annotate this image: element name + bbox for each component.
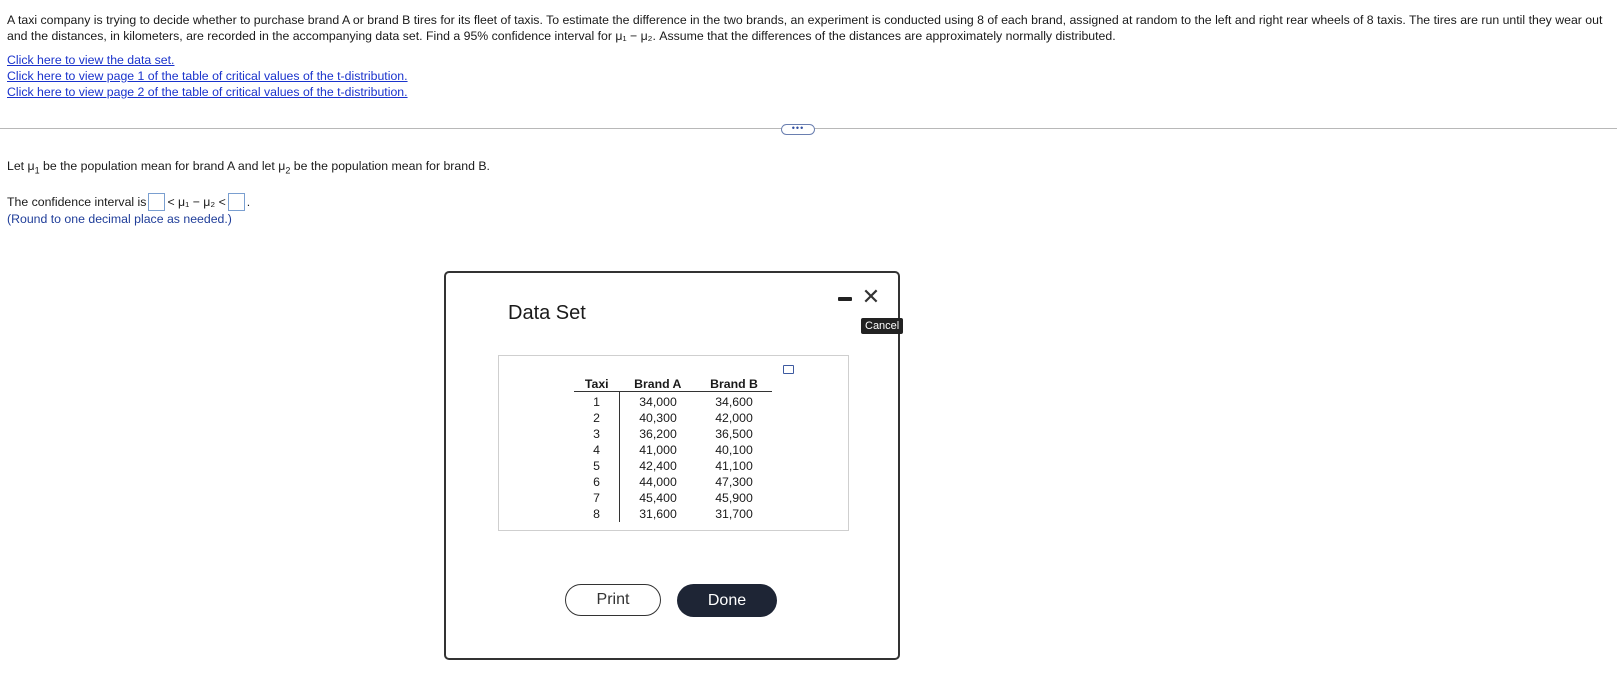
t-table-page-1-link[interactable]: Click here to view page 1 of the table of critical values of the t-distribution. (7, 69, 408, 83)
ci-suffix: . (246, 195, 251, 209)
let-text-c: be the population mean for brand B. (290, 159, 490, 173)
taxi-cell: 6 (574, 474, 620, 490)
table-row (574, 410, 772, 426)
ci-middle: < μ₁ − μ₂ < (167, 195, 226, 209)
done-button[interactable]: Done (677, 584, 777, 617)
rounding-note: (Round to one decimal place as needed.) (7, 212, 232, 226)
problem-statement: A taxi company is trying to decide whether to purchase brand A or brand B tires for its fleet of taxis. To estimate the difference in the two brands, an experiment is conducted using 8 of each brand, assigned at random to the left and right rear wheels of 8 taxis. The tires are run until they wear out and the distances, in kilometers, are recorded in the accompanying data set. Find a 95% confidence interval for μ₁ − μ₂. Assume that the differences of the distances are approximately normally distributed. (7, 13, 1603, 43)
column-header-taxi: Taxi (574, 377, 620, 392)
let-text-b: be the population mean for brand A and let μ (39, 159, 286, 173)
brand-b-cell: 42,000 (715, 411, 753, 425)
confidence-interval-line (7, 193, 250, 211)
subscript-1: 1 (34, 165, 40, 176)
print-button[interactable]: Print (565, 584, 661, 616)
data-table (574, 377, 772, 522)
table-row (574, 426, 772, 442)
brand-b-cell: 31,700 (715, 507, 753, 521)
dialog-title: Data Set (508, 302, 586, 324)
view-data-set-link[interactable]: Click here to view the data set. (7, 53, 175, 67)
taxi-cell: 7 (574, 490, 620, 506)
minimize-icon[interactable] (838, 297, 852, 301)
brand-a-cell: 36,200 (639, 427, 677, 441)
ci-prefix: The confidence interval is (7, 195, 147, 209)
brand-b-cell: 41,100 (715, 459, 753, 473)
column-header-brand-b: Brand B (696, 377, 772, 392)
t-table-page-2-link[interactable]: Click here to view page 2 of the table of critical values of the t-distribution. (7, 85, 408, 99)
upper-bound-input[interactable] (228, 193, 245, 211)
resource-links (7, 52, 408, 100)
column-header-brand-a: Brand A (620, 377, 697, 392)
taxi-cell: 2 (574, 410, 620, 426)
brand-a-cell: 44,000 (639, 475, 677, 489)
brand-b-cell: 47,300 (715, 475, 753, 489)
table-row (574, 442, 772, 458)
popout-icon[interactable] (783, 365, 794, 374)
brand-a-cell: 34,000 (639, 395, 677, 409)
taxi-cell: 5 (574, 458, 620, 474)
brand-a-cell: 42,400 (639, 459, 677, 473)
brand-a-cell: 31,600 (639, 507, 677, 521)
table-row (574, 474, 772, 490)
taxi-cell: 1 (574, 392, 620, 411)
table-row (574, 458, 772, 474)
taxi-cell: 4 (574, 442, 620, 458)
data-table-container (498, 355, 849, 531)
brand-b-cell: 40,100 (715, 443, 753, 457)
brand-a-cell: 45,400 (639, 491, 677, 505)
taxi-cell: 3 (574, 426, 620, 442)
data-set-dialog (444, 271, 900, 660)
brand-b-cell: 36,500 (715, 427, 753, 441)
brand-a-cell: 41,000 (639, 443, 677, 457)
subscript-2: 2 (285, 165, 291, 176)
table-row (574, 392, 772, 411)
table-row (574, 490, 772, 506)
cancel-tooltip: Cancel (861, 318, 903, 334)
lower-bound-input[interactable] (148, 193, 165, 211)
brand-b-cell: 45,900 (715, 491, 753, 505)
table-row (574, 506, 772, 522)
let-text-a: Let μ (7, 159, 35, 173)
taxi-cell: 8 (574, 506, 620, 522)
brand-b-cell: 34,600 (715, 395, 753, 409)
close-icon[interactable]: ✕ (861, 284, 881, 309)
more-options-button[interactable]: ••• (781, 124, 815, 135)
parameter-definition (7, 159, 490, 175)
brand-a-cell: 40,300 (639, 411, 677, 425)
